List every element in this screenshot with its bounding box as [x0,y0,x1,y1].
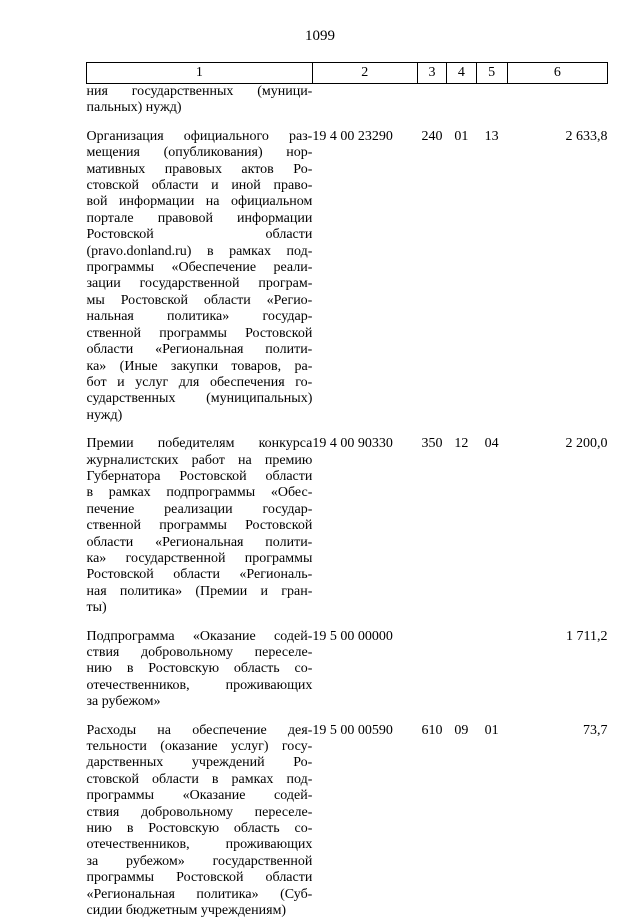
row-spacer [87,424,608,436]
row-col4-cell [447,629,476,711]
row-name-line: тельности (оказание услуг) госу- [86,739,313,755]
header-col-2: 2 [312,63,417,84]
row-name-line: ная политика» (Премии и гран- [86,583,313,599]
row-spacer [87,617,608,629]
row-amount-cell: 1 711,2 [566,628,608,644]
row-name-line: программы «Обеспечение реали- [86,260,313,276]
row-name-line: Ростовской области [86,227,313,243]
header-col-6: 6 [507,63,607,84]
row-name-line: стовской области в рамках под- [86,771,313,787]
row-amount-cell [507,84,607,117]
row-name-line: бот и услуг для обеспечения го- [86,374,313,390]
row-col3-cell: 610 [421,722,443,738]
row-name-line: нальная политика» государ- [86,309,313,325]
row-col5-cell [476,84,507,117]
row-name-line: нию в Ростовскую область со- [86,821,313,837]
row-name-line: ственной программы Ростовской [86,518,313,534]
row-name-line: Подпрограмма «Оказание содей- [86,628,313,644]
row-code-cell: 19 4 00 90330 [312,436,393,452]
row-name-line: нужд) [86,407,123,423]
row-col3-cell: 350 [421,436,443,452]
row-name-line: Ростовской области «Региональ- [86,567,313,583]
row-name-line: мещения (опубликования) нор- [86,145,313,161]
row-amount-cell: 2 200,0 [565,436,608,452]
row-spacer [87,117,608,129]
row-name-cell [87,84,313,117]
row-name-line: отечественников, проживающих [86,837,313,853]
row-name-line: нию в Ростовскую область со- [86,661,313,677]
row-amount-cell: 2 633,8 [565,128,608,144]
row-name-line: в рамках подпрограммы «Обес- [86,485,313,501]
row-name-cell [87,723,313,920]
table-row [87,129,608,424]
header-col-3: 3 [417,63,447,84]
row-code-cell: 19 4 00 23290 [312,128,393,144]
row-name-line: Губернатора Ростовской области [86,468,313,484]
row-name-line: ния государственных (муници- [86,84,313,99]
header-col-4: 4 [447,63,476,84]
row-name-line: Организация официального раз- [86,128,313,144]
header-col-1: 1 [87,63,313,84]
row-name-line: за рубежом» [86,694,161,710]
row-name-line: отечественников, проживающих [86,677,313,693]
row-name-line: дарственных учреждений Ро- [86,755,313,771]
table-row [87,84,608,117]
table-row [87,436,608,616]
row-name-line: пальных) нужд) [86,100,182,116]
row-name-line: ка» (Иные закупки товаров, ра- [86,358,313,374]
row-code-cell: 19 5 00 00000 [312,628,393,644]
row-amount-cell: 73,7 [583,722,608,738]
row-col4-cell [447,84,476,117]
row-name-line: сударственных (муниципальных) [86,391,313,407]
row-code-cell: 19 5 00 00590 [312,722,393,738]
header-col-5: 5 [476,63,507,84]
row-name-line: (pravo.donland.ru) в рамках под- [86,243,313,259]
row-spacer [87,711,608,723]
row-col3-cell [417,629,447,711]
row-name-line: программы Ростовской области [86,870,313,886]
row-name-line: сидии бюджетным учреждениям) [86,903,287,919]
table-body [87,84,608,920]
row-name-cell [87,629,313,711]
row-name-line: печение реализации государ- [86,501,313,517]
row-name-line: «Региональная политика» (Суб- [86,886,313,902]
row-name-line: журналистских работ на премию [86,452,313,468]
row-name-line: за рубежом» государственной [86,853,313,869]
row-name-cell [87,129,313,424]
row-name-line: зации государственной програм- [86,276,313,292]
row-col4-cell: 01 [454,128,469,144]
row-name-line: мы Ростовской области «Регио- [86,292,313,308]
row-col3-cell: 240 [421,128,443,144]
row-name-line: области «Региональная полити- [86,534,313,550]
row-name-line: вой информации на официальном [86,194,313,210]
row-name-line: Премии победителям конкурса [86,436,313,452]
row-name-line: стовской области и иной право- [86,178,313,194]
row-name-line: портале правовой информации [86,210,313,226]
row-name-line: Расходы на обеспечение дея- [86,722,313,738]
row-name-line: ственной программы Ростовской [86,325,313,341]
row-col5-cell [476,629,507,711]
table-row [87,723,608,920]
row-col5-cell: 01 [484,722,499,738]
row-name-line: программы «Оказание содей- [86,788,313,804]
table-row [87,629,608,711]
row-name-line: области «Региональная полити- [86,342,313,358]
row-name-line: ка» государственной программы [86,550,313,566]
budget-table [86,62,608,920]
row-col3-cell [417,84,447,117]
row-name-line: ствия добровольному переселе- [86,645,313,660]
row-name-line: мативных правовых актов Ро- [86,161,313,177]
table-header [87,63,608,84]
row-code-cell [312,84,417,117]
page-number: 1099 [305,28,335,44]
row-name-cell [87,436,313,616]
row-col4-cell: 09 [454,722,469,738]
row-col5-cell: 13 [484,128,499,144]
row-name-line: ты) [86,600,107,616]
row-col5-cell: 04 [484,436,499,452]
row-col4-cell: 12 [454,436,469,452]
row-name-line: ствия добровольному переселе- [86,804,313,820]
